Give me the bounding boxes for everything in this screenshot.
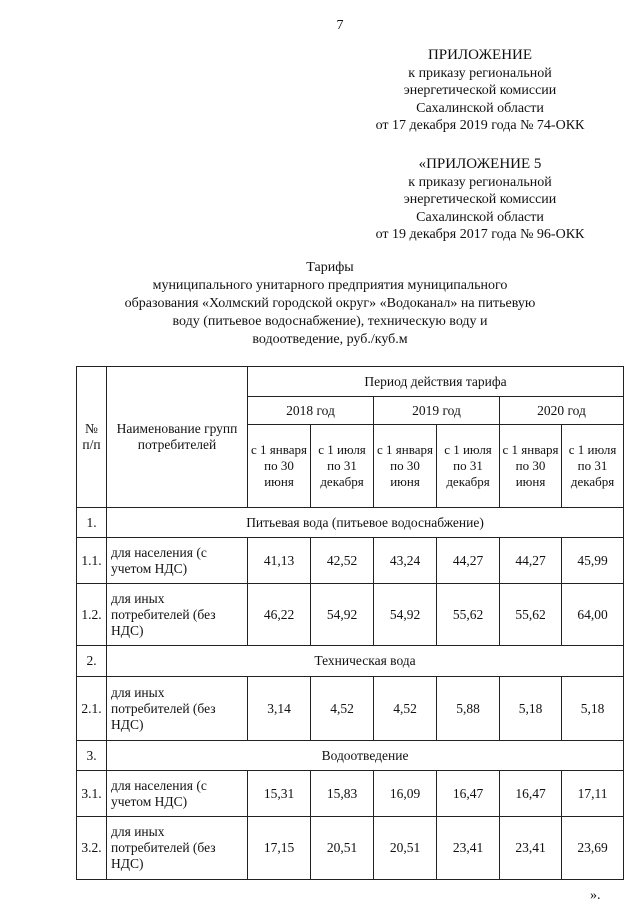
section-title: Водоотведение: [107, 741, 624, 771]
table-row: [77, 584, 624, 646]
tariff-value: 20,51: [374, 817, 437, 880]
section-title: Питьевая вода (питьевое водоснабжение): [107, 508, 624, 538]
row-name: для иных потребителей (без НДС): [107, 584, 248, 646]
header-year: 2020 год: [500, 397, 624, 425]
row-name: для населения (с учетом НДС): [107, 538, 248, 584]
row-name: для иных потребителей (без НДС): [107, 817, 248, 880]
tariff-value: 4,52: [374, 677, 437, 741]
title-line: образования «Холмский городской округ» «Водоканал» на питьевую: [124, 296, 536, 311]
title-line: Тарифы: [306, 260, 354, 275]
annex5-line: Сахалинской области: [416, 209, 544, 225]
tariff-value: 54,92: [374, 584, 437, 646]
header-half-1: с 1 января по 30 июня: [374, 425, 437, 508]
annex5-header: [330, 156, 630, 244]
tariff-value: 5,18: [562, 677, 624, 741]
tariff-value: 16,09: [374, 771, 437, 817]
closing-quote: ».: [590, 888, 601, 903]
row-name: для населения (с учетом НДС): [107, 771, 248, 817]
tariff-value: 43,24: [374, 538, 437, 584]
tariff-value: 4,52: [311, 677, 374, 741]
title-line: воду (питьевое водоснабжение), техническую воду и: [172, 314, 488, 329]
section-num: 3.: [77, 741, 107, 771]
tariff-value: 44,27: [500, 538, 562, 584]
row-num: 3.2.: [77, 817, 107, 880]
tariff-value: 45,99: [562, 538, 624, 584]
row-num: 2.1.: [77, 677, 107, 741]
annex-header: [330, 47, 630, 135]
tariff-value: 23,69: [562, 817, 624, 880]
tariff-value: 17,15: [248, 817, 311, 880]
tariff-value: 54,92: [311, 584, 374, 646]
annex-line: к приказу региональной: [408, 65, 552, 81]
tariff-value: 44,27: [437, 538, 500, 584]
annex-title: ПРИЛОЖЕНИЕ: [427, 47, 533, 63]
tariff-value: 55,62: [500, 584, 562, 646]
tariff-value: 64,00: [562, 584, 624, 646]
row-name: для иных потребителей (без НДС): [107, 677, 248, 741]
tariff-value: 42,52: [311, 538, 374, 584]
row-num: 1.1.: [77, 538, 107, 584]
header-half-2: с 1 июля по 31 декабря: [311, 425, 374, 508]
table-row: [77, 817, 624, 880]
tariff-value: 15,31: [248, 771, 311, 817]
tariff-value: 5,18: [500, 677, 562, 741]
annex5-title: «ПРИЛОЖЕНИЕ 5: [418, 156, 542, 172]
tariff-table: [76, 366, 624, 880]
header-half-2: с 1 июля по 31 декабря: [562, 425, 624, 508]
header-half-1: с 1 января по 30 июня: [248, 425, 311, 508]
tariff-value: 41,13: [248, 538, 311, 584]
header-row-period: [77, 367, 624, 397]
header-half-1: с 1 января по 30 июня: [500, 425, 562, 508]
title-line: муниципального унитарного предприятия муниципального: [152, 278, 508, 293]
row-num: 1.2.: [77, 584, 107, 646]
tariff-value: 5,88: [437, 677, 500, 741]
header-num: № п/п: [77, 367, 107, 508]
header-year: 2019 год: [374, 397, 500, 425]
tariff-value: 23,41: [437, 817, 500, 880]
header-half-2: с 1 июля по 31 декабря: [437, 425, 500, 508]
annex5-line: к приказу региональной: [408, 174, 552, 190]
tariff-value: 23,41: [500, 817, 562, 880]
header-period: Период действия тарифа: [248, 367, 624, 397]
section-row: [77, 508, 624, 538]
table-row: [77, 771, 624, 817]
section-num: 2.: [77, 646, 107, 677]
tariff-value: 17,11: [562, 771, 624, 817]
tariff-value: 3,14: [248, 677, 311, 741]
section-title: Техническая вода: [107, 646, 624, 677]
tariff-value: 20,51: [311, 817, 374, 880]
section-num: 1.: [77, 508, 107, 538]
annex5-line: энергетической комиссии: [403, 192, 557, 207]
title-line: водоотведение, руб./куб.м: [252, 332, 408, 347]
tariff-value: 55,62: [437, 584, 500, 646]
tariff-value: 16,47: [500, 771, 562, 817]
header-year: 2018 год: [248, 397, 374, 425]
annex5-date: от 19 декабря 2017 года № 96-ОКК: [375, 227, 585, 242]
tariff-value: 46,22: [248, 584, 311, 646]
row-num: 3.1.: [77, 771, 107, 817]
annex-line: Сахалинской области: [416, 100, 544, 116]
tariff-value: 15,83: [311, 771, 374, 817]
section-row: [77, 646, 624, 677]
table-row: [77, 538, 624, 584]
header-name: Наименование групп потребителей: [107, 367, 248, 508]
tariff-value: 16,47: [437, 771, 500, 817]
table-row: [77, 677, 624, 741]
document-title: [90, 259, 570, 349]
annex-line: энергетической комиссии: [403, 83, 557, 98]
annex-date: от 17 декабря 2019 года № 74-ОКК: [375, 118, 585, 133]
page-number: 7: [336, 18, 344, 33]
section-row: [77, 741, 624, 771]
